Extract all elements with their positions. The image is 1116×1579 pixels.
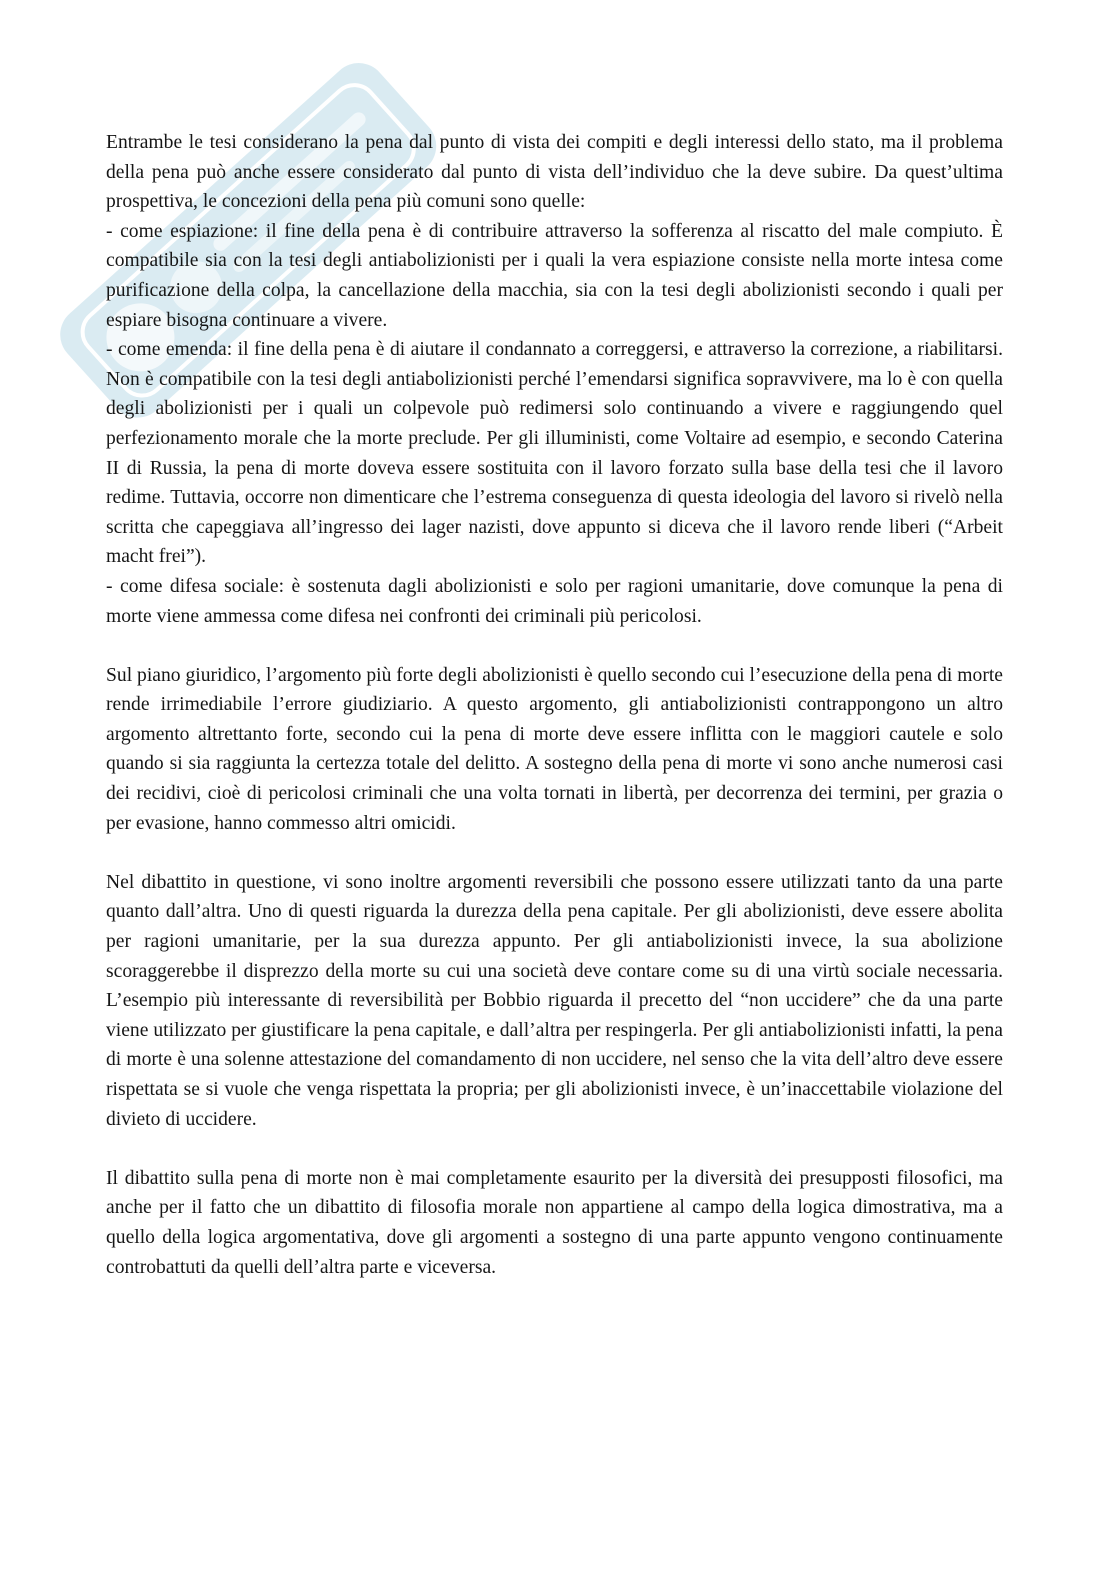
paragraph-argomenti-reversibili: Nel dibattito in questione, vi sono inoltre argomenti reversibili che possono essere utilizzati tanto da una parte quanto dall’altra. Uno di questi riguarda la durezza della pena capitale. Per gli abolizionisti, deve essere abolita per ragioni umanitarie, per la sua durezza appunto. Per gli antiabolizionisti invece, la sua abolizione scoraggerebbe il disprezzo della morte su cui una società deve contare come su di una virtù sociale necessaria. L’esempio più interessante di reversibilità per Bobbio riguarda il precetto del “non uccidere” che da una parte viene utilizzato per giustificare la pena capitale, e dall’altra per respingerla. Per gli antiabolizionisti infatti, la pena di morte è una solenne attestazione del comandamento di non uccidere, nel senso che la vita dell’altro deve essere rispettata se si vuole che venga rispettata la propria; per gli abolizionisti invece, è un’inaccettabile violazione del divieto di uccidere. xyxy=(106,871,1003,1130)
paragraph-intro: Entrambe le tesi considerano la pena dal punto di vista dei compiti e degli interessi dello stato, ma il problema della pena può anche essere considerato dal punto di vista dell’individuo che la deve subire. Da quest’ultima prospettiva, le concezioni della pena più comuni sono quelle: xyxy=(106,132,1003,213)
paragraph-emenda: - come emenda: il fine della pena è di aiutare il condannato a correggersi, e attraverso la correzione, a riabilitarsi. Non è compatibile con la tesi degli antiabolizionisti perché l’emendarsi significa sopravvivere, ma lo è con quella degli abolizionisti per i quali un colpevole può redimersi solo continuando a vivere e raggiungendo quel perfezionamento morale che la morte preclude. Per gli illuministi, come Voltaire ad esempio, e secondo Caterina II di Russia, la pena di morte doveva essere sostituita con il lavoro forzato sulla base della tesi che il lavoro redime. Tuttavia, occorre non dimenticare che l’estrema conseguenza di questa ideologia del lavoro si rivelò nella scritta che capeggiava all’ingresso dei lager nazisti, dove appunto si diceva che il lavoro rende liberi (“Arbeit macht frei”). xyxy=(106,339,1003,568)
paragraph-espiazione: - come espiazione: il fine della pena è di contribuire attraverso la sofferenza al riscatto del male compiuto. È compatibile sia con la tesi degli antiabolizionisti per i quali la vera espiazione consiste nella morte intesa come purificazione della colpa, la cancellazione della macchia, sia con la tesi degli abolizionisti secondo i quali per espiare bisogna continuare a vivere. xyxy=(106,220,1003,331)
paragraph-conclusione: Il dibattito sulla pena di morte non è mai completamente esaurito per la diversità dei presupposti filosofici, ma anche per il fatto che un dibattito di filosofia morale non appartiene al campo della logica dimostrativa, ma a quello della logica argomentativa, dove gli argomenti a sostegno di una parte appunto vengono continuamente controbattuti da quelli dell’altra parte e viceversa. xyxy=(106,1167,1003,1278)
document-body xyxy=(106,128,1003,1282)
paragraph-difesa-sociale: - come difesa sociale: è sostenuta dagli abolizionisti e solo per ragioni umanitarie, dove comunque la pena di morte viene ammessa come difesa nei confronti dei criminali più pericolosi. xyxy=(106,575,1003,627)
paragraph-piano-giuridico: Sul piano giuridico, l’argomento più forte degli abolizionisti è quello secondo cui l’esecuzione della pena di morte rende irrimediabile l’errore giudiziario. A questo argomento, gli antiabolizionisti contrappongono un altro argomento altrettanto forte, secondo cui la pena di morte deve essere inflitta con le maggiori cautele e solo quando si sia raggiunta la certezza totale del delitto. A sostegno della pena di morte vi sono anche numerosi casi dei recidivi, cioè di pericolosi criminali che una volta tornati in libertà, per decorrenza dei termini, per grazia o per evasione, hanno commesso altri omicidi. xyxy=(106,664,1003,834)
